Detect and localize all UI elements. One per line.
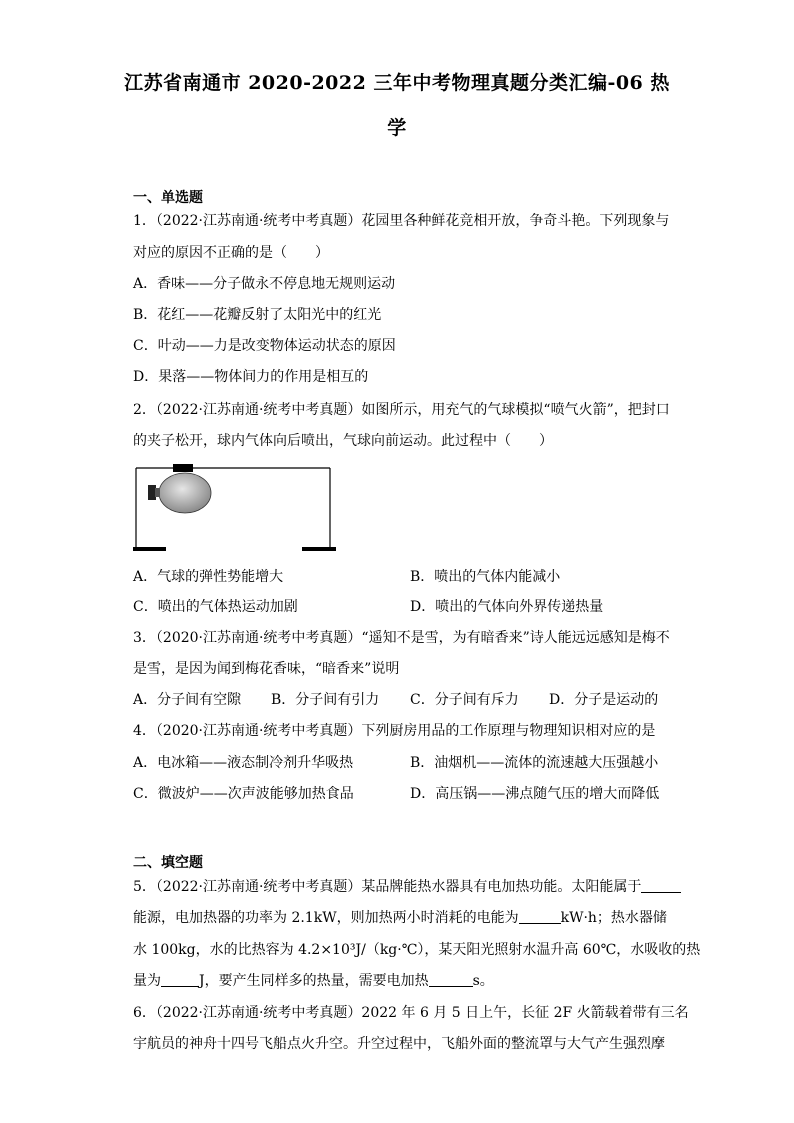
question-6-stem-line1: 6．（2022·江苏南通·统考中考真题）2022 年 6 月 5 日上午，长征 2F 火箭载着带有三名: [133, 1005, 689, 1021]
question-5-line4-text-a: 量为: [133, 973, 161, 989]
question-2-option-d: D．喷出的气体向外界传递热量: [410, 599, 604, 615]
question-1-stem-line2: 对应的原因不正确的是（ ）: [133, 245, 329, 261]
question-3-option-d: D．分子是运动的: [549, 692, 659, 708]
question-4-option-d: D．高压锅——沸点随气压的增大而降低: [410, 786, 660, 802]
question-3-option-c: C．分子间有斥力: [410, 692, 519, 708]
document-title-line1: 江苏省南通市 2020-2022 三年中考物理真题分类汇编-06 热: [124, 72, 670, 94]
question-4-option-b: B．油烟机——流体的流速越大压强越小: [410, 755, 659, 771]
question-5-line4-text-c: s。: [472, 973, 494, 989]
question-3-stem-line2: 是雪，是因为闻到梅花香味，“暗香来”说明: [133, 661, 400, 677]
question-6-stem-line2: 宇航员的神舟十四号飞船点火升空。升空过程中，飞船外面的整流罩与大气产生强烈摩: [133, 1036, 665, 1052]
section-heading-fill-in: 二、填空题: [133, 855, 203, 871]
answer-blank-3[interactable]: [161, 972, 199, 987]
balloon: [159, 473, 211, 513]
question-1-option-b: B．花红——花瓣反射了太阳光中的红光: [133, 307, 382, 323]
question-2-option-a: A．气球的弹性势能增大: [133, 569, 284, 585]
section-heading-single-choice: 一、单选题: [133, 190, 203, 206]
straw-holder: [173, 464, 193, 472]
document-title-line2: 学: [387, 117, 407, 139]
question-5-line2: [133, 908, 667, 928]
question-3-option-a: A．分子间有空隙: [133, 692, 242, 708]
question-5-line4-text-b: J，要产生同样多的热量，需要电加热: [199, 973, 429, 989]
left-base: [133, 547, 166, 551]
question-2-stem-line1: 2．（2022·江苏南通·统考中考真题）如图所示，用充气的气球模拟“喷气火箭”，把封口: [133, 402, 670, 418]
question-4-option-a: A．电冰箱——液态制冷剂升华吸热: [133, 755, 354, 771]
balloon-rocket-figure: [133, 462, 343, 558]
question-5-line2-text-a: 能源，电加热器的功率为 2.1kW，则加热两小时消耗的电能为: [133, 910, 519, 926]
question-1-stem-line1: 1．（2022·江苏南通·统考中考真题）花园里各种鲜花竞相开放，争奇斗艳。下列现象与: [133, 213, 670, 229]
question-1-option-a: A．香味——分子做永不停息地无规则运动: [133, 276, 396, 292]
right-base: [302, 547, 336, 551]
question-1-option-d: D．果落——物体间力的作用是相互的: [133, 369, 369, 385]
question-5-line4: [133, 971, 663, 991]
question-2-stem-line2: 的夹子松开，球内气体向后喷出，气球向前运动。此过程中（ ）: [133, 433, 553, 449]
question-4-option-c: C．微波炉——次声波能够加热食品: [133, 786, 354, 802]
balloon-rocket-diagram: [133, 462, 343, 554]
question-5-line1: [133, 877, 663, 897]
balloon-clip: [148, 485, 156, 500]
question-5-line3: 水 100kg，水的比热容为 4.2×10³J/（kg·℃），某天阳光照射水温升高 60℃，水吸收的热: [133, 942, 701, 958]
question-2-option-b: B．喷出的气体内能减小: [410, 569, 561, 585]
question-5-line1-text: 5．（2022·江苏南通·统考中考真题）某品牌能热水器具有电加热功能。太阳能属于: [133, 879, 642, 895]
question-1-option-c: C．叶动——力是改变物体运动状态的原因: [133, 338, 396, 354]
question-4-stem: 4．（2020·江苏南通·统考中考真题）下列厨房用品的工作原理与物理知识相对应的是: [133, 723, 656, 739]
answer-blank-1[interactable]: [641, 878, 681, 893]
question-3-stem-line1: 3．（2020·江苏南通·统考中考真题）“遥知不是雪，为有暗香来”诗人能远远感知是梅不: [133, 630, 670, 646]
question-3-option-b: B．分子间有引力: [271, 692, 380, 708]
balloon-neck: [155, 488, 160, 497]
question-2-option-c: C．喷出的气体热运动加剧: [133, 599, 298, 615]
question-5-line2-text-b: kW·h；热水器储: [560, 910, 667, 926]
answer-blank-2[interactable]: [519, 909, 561, 924]
answer-blank-4[interactable]: [429, 972, 473, 987]
